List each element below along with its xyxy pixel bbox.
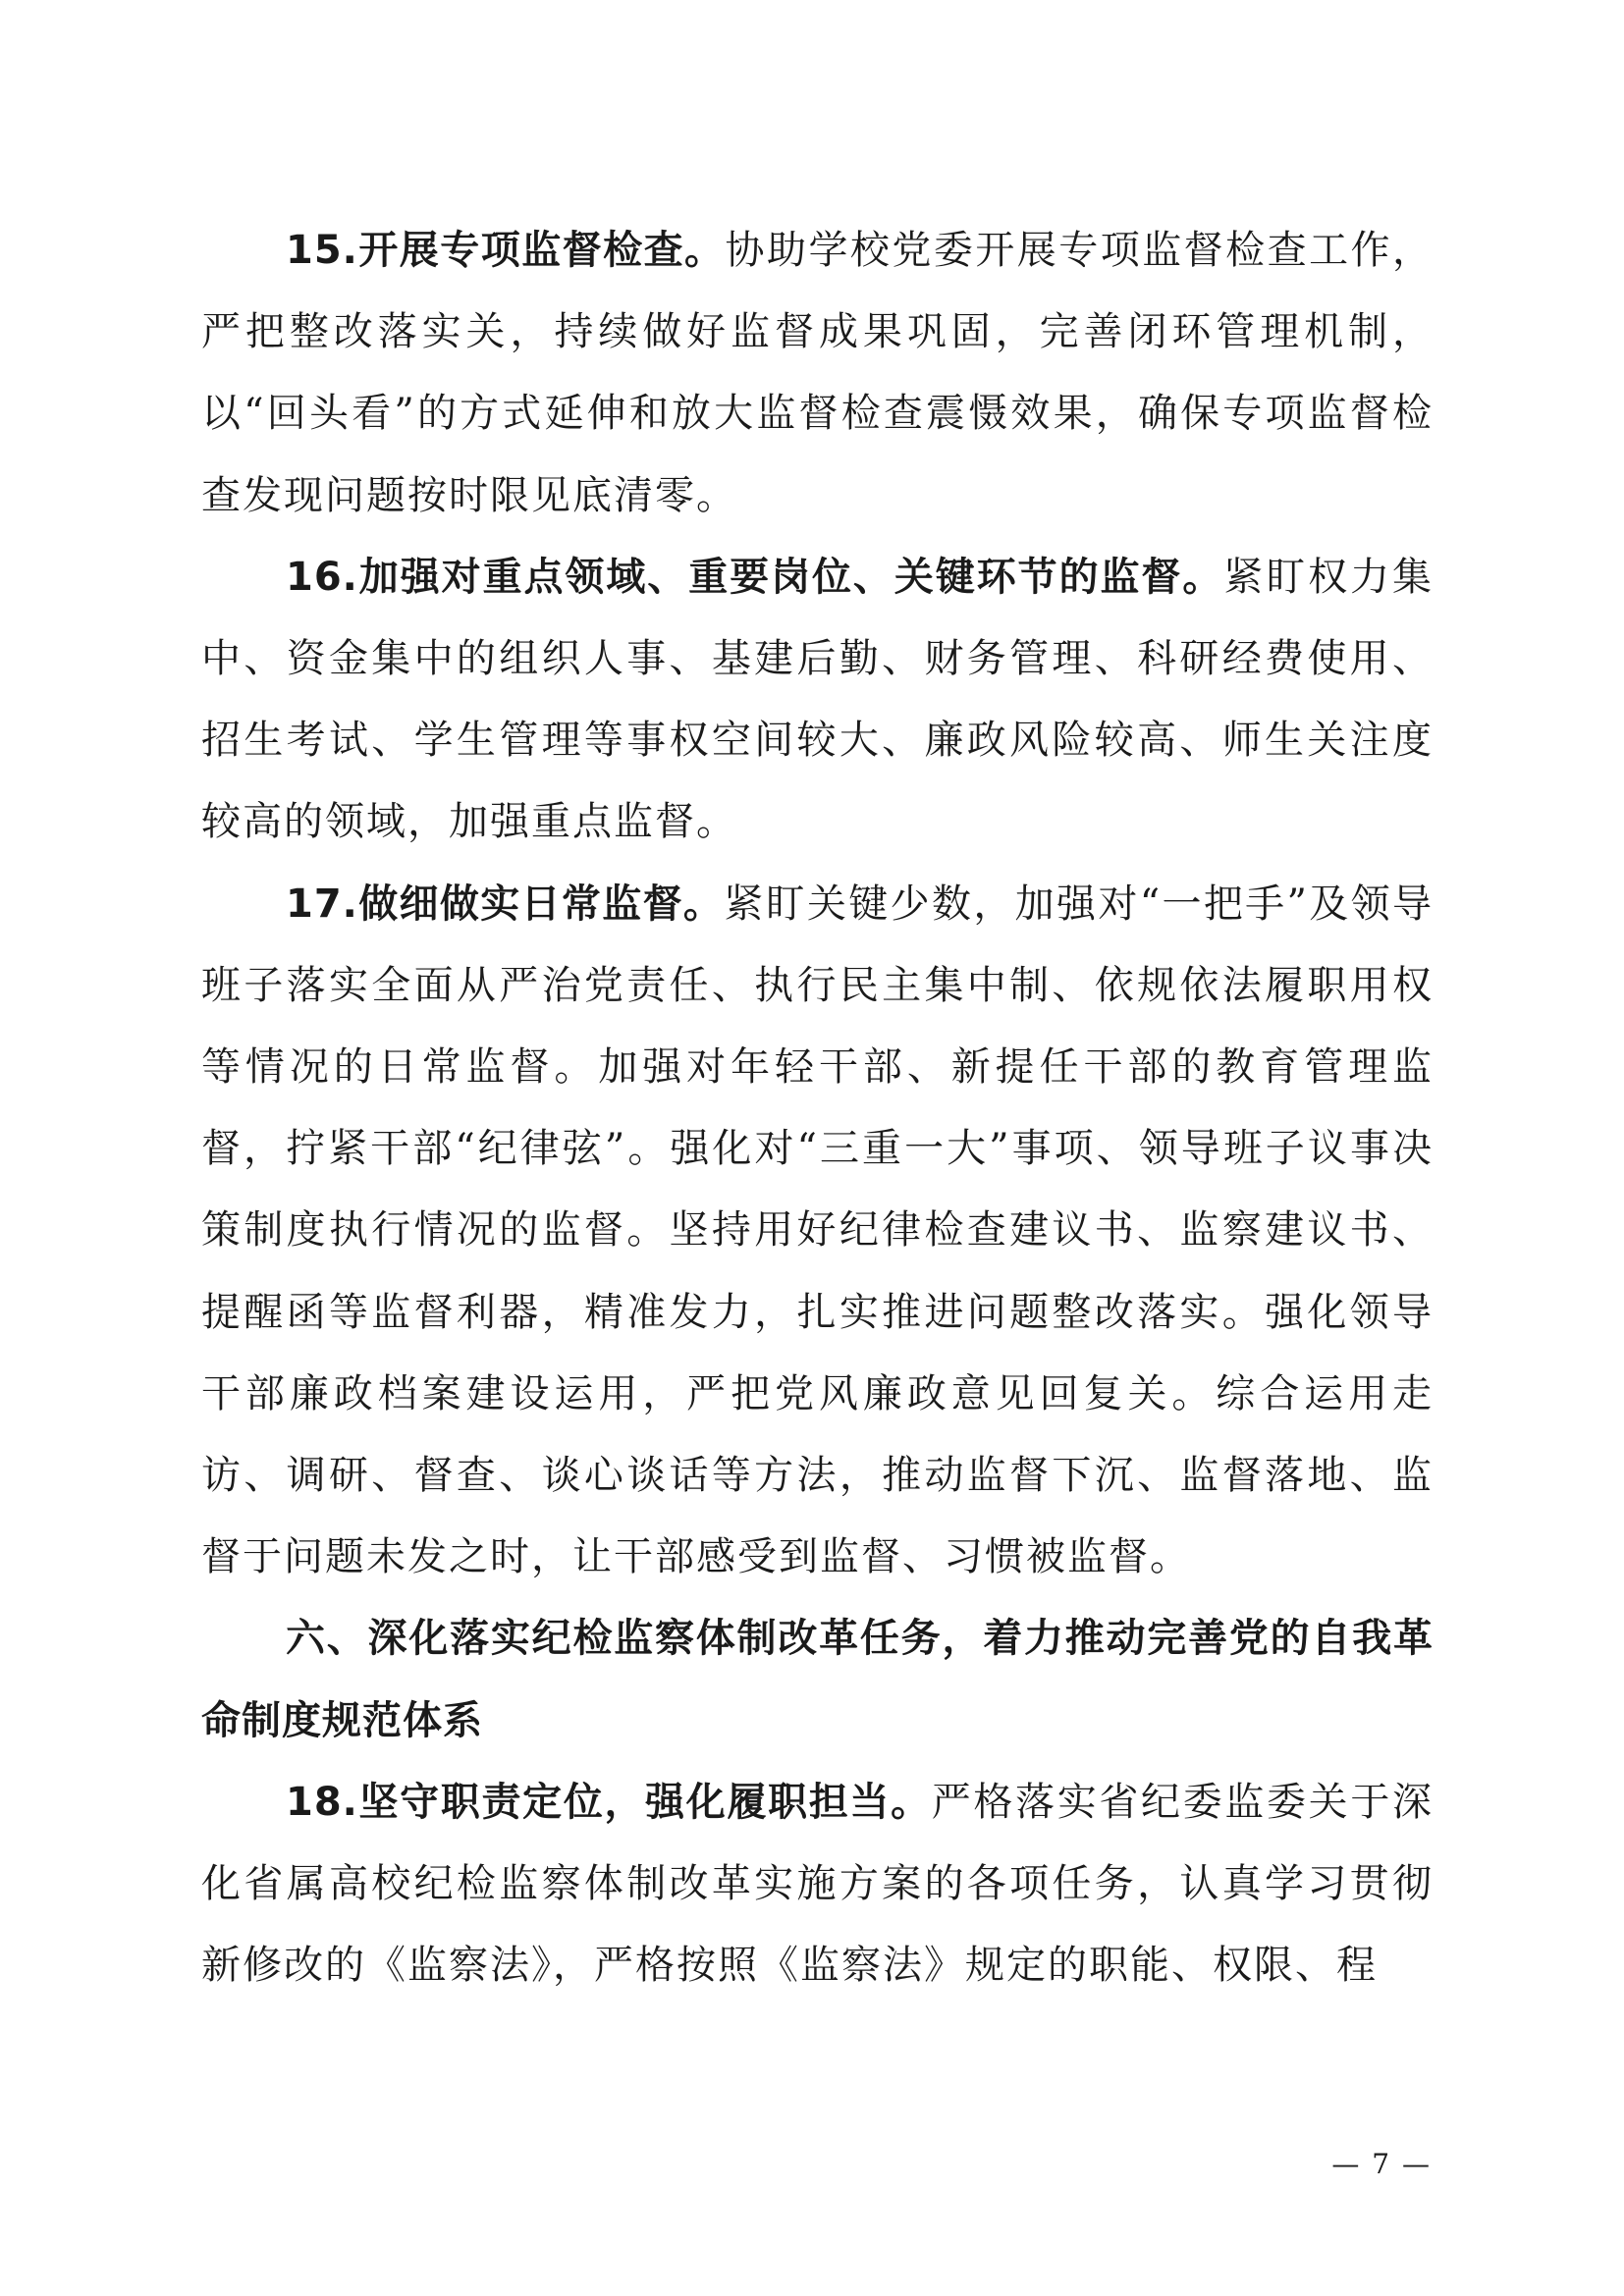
paragraph-heading-18: 18.坚守职责定位，强化履职担当。 xyxy=(286,1779,932,1825)
paragraph-heading-15: 15.开展专项监督检查。 xyxy=(286,228,726,273)
page-number: — 7 — xyxy=(1331,2148,1432,2180)
section-title-6: 六、深化落实纪检监察体制改革任务，着力推动完善党的自我革命制度规范体系 xyxy=(201,1616,1434,1743)
paragraph-text-18: 严格落实省纪委监委关于深化省属高校纪检监察体制改革实施方案的各项任务，认真学习贯彻新修改的《监察法》，严格按照《监察法》规定的职能、权限、程 xyxy=(201,1779,1435,1989)
paragraph-text-16: 紧盯权力集中、资金集中的组织人事、基建后勤、财务管理、科研经费使用、招生考试、学生管理等事权空间较大、廉政风险较高、师生关注度较高的领域，加强重点监督。 xyxy=(201,554,1435,845)
paragraph-item-16 xyxy=(201,537,1434,864)
paragraph-heading-16: 16.加强对重点领域、重要岗位、关键环节的监督。 xyxy=(286,554,1224,600)
paragraph-item-17 xyxy=(201,864,1434,1599)
paragraph-text-17: 紧盯关键少数，加强对“一把手”及领导班子落实全面从严治党责任、执行民主集中制、依规依法履职用权等情况的日常监督。加强对年轻干部、新提任干部的教育管理监督，拧紧干部“纪律弦”。强化对“三重一大”事项、领导班子议事决策制度执行情况的监督。坚持用好纪律检查建议书、监察建议书、提醒函等监督利器，精准发力，扎实推进问题整改落实。强化领导干部廉政档案建设运用，严把党风廉政意见回复关。综合运用走访、调研、督查、谈心谈话等方法，推动监督下沉、监督落地、监督于问题未发之时，让干部感受到监督、习惯被监督。 xyxy=(201,881,1434,1580)
paragraph-item-18 xyxy=(201,1762,1434,2007)
paragraph-text-15: 协助学校党委开展专项监督检查工作，严把整改落实关，持续做好监督成果巩固，完善闭环管理机制，以“回头看”的方式延伸和放大监督检查震慑效果，确保专项监督检查发现问题按时限见底清零。 xyxy=(201,228,1435,518)
document-body xyxy=(201,210,1434,2006)
paragraph-heading-17: 17.做细做实日常监督。 xyxy=(286,881,725,927)
section-heading-6 xyxy=(201,1598,1434,1761)
paragraph-item-15 xyxy=(201,210,1434,537)
